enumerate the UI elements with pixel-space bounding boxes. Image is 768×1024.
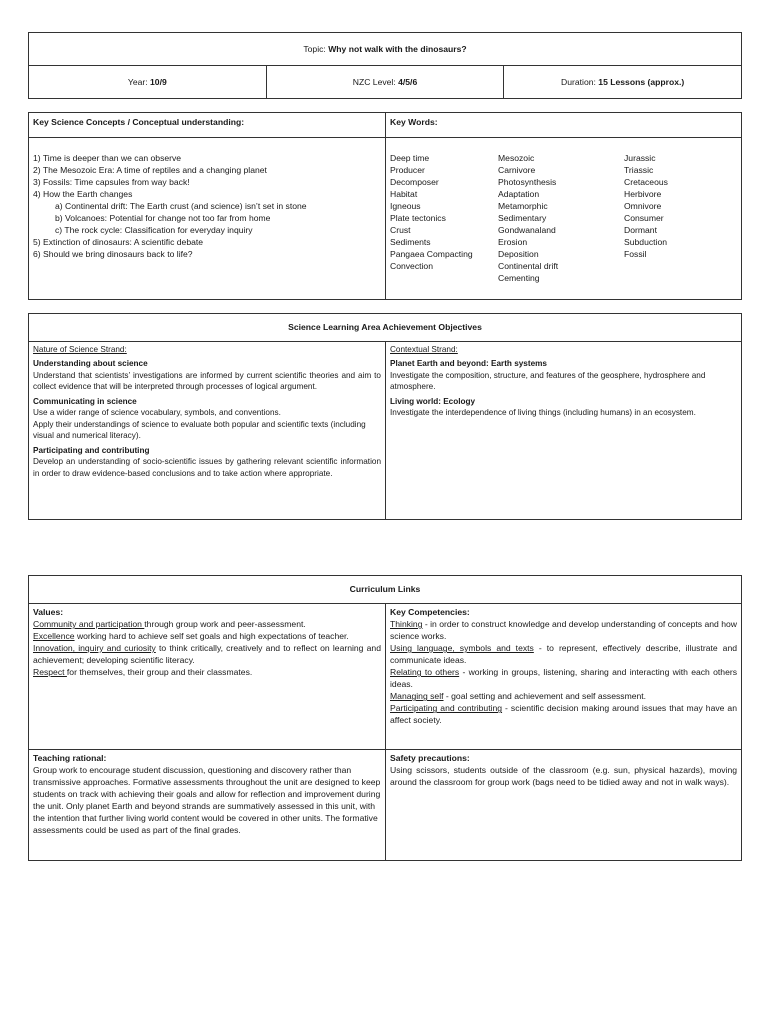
topic-value: Why not walk with the dinosaurs? <box>328 43 467 54</box>
contextual-strand-cell <box>386 342 742 520</box>
value-text: for themselves, their group and their classmates. <box>66 667 253 678</box>
keyword: Gondwanaland <box>498 225 556 236</box>
competencies-cell <box>386 604 742 750</box>
value-item <box>33 666 381 678</box>
keyword: Producer <box>390 165 425 176</box>
nos-text: Apply their understandings of science to evaluate both popular and scientific texts (including visual and numerical literacy). <box>33 419 366 441</box>
competency-item <box>390 642 737 666</box>
safety-title: Safety precautions: <box>390 753 470 763</box>
value-key: Excellence <box>33 631 75 642</box>
keyword: Cretaceous <box>624 177 668 188</box>
competency-item <box>390 690 737 702</box>
concept-subitem: b) Volcanoes: Potential for change not too far from home <box>55 213 271 224</box>
keyword: Deep time <box>390 153 430 163</box>
competency-text: - goal setting and achievement and self assessment. <box>443 691 647 702</box>
safety-cell <box>386 750 742 861</box>
curriculum-table <box>28 575 742 861</box>
nos-subheading: Understanding about science <box>33 359 148 369</box>
competency-text: - scientific decision making around issues that may have an affect society. <box>390 703 737 726</box>
keyword: Sedimentary <box>498 213 547 224</box>
value-item <box>33 618 381 630</box>
competency-text: - working in groups, listening, sharing and interacting with each others ideas. <box>390 667 738 690</box>
keyword: Triassic <box>624 165 654 176</box>
keyword: Consumer <box>624 213 664 224</box>
keyword: Continental drift <box>498 261 559 272</box>
concepts-heading: Key Science Concepts / Conceptual understanding: <box>29 113 386 138</box>
nos-text: Understand that scientists’ investigations are informed by current scientific theories and aim to collect evidence that will be interpreted through processes of logical argument. <box>33 370 381 392</box>
nos-title: Nature of Science Strand: <box>33 345 127 354</box>
competency-key: Thinking <box>390 619 423 630</box>
concepts-cell <box>29 138 386 300</box>
concept-item: 5) Extinction of dinosaurs: A scientific debate <box>33 237 204 248</box>
ctx-text: Investigate the composition, structure, and features of the geosphere, hydrosphere and atmosphere. <box>390 370 706 392</box>
competency-text: - to represent, effectively describe, illustrate and communicate ideas. <box>390 643 738 666</box>
curriculum-heading: Curriculum Links <box>29 576 742 604</box>
keyword: Mesozoic <box>498 153 535 163</box>
concept-item: 6) Should we bring dinosaurs back to life? <box>33 249 193 260</box>
values-cell <box>29 604 386 750</box>
nature-of-science-cell <box>29 342 386 520</box>
nos-subheading: Communicating in science <box>33 396 137 406</box>
objectives-heading: Science Learning Area Achievement Objectives <box>29 314 742 342</box>
duration-value: 15 Lessons (approx.) <box>598 76 685 87</box>
keywords-cell <box>386 138 742 300</box>
value-text: through group work and peer-assessment. <box>144 619 306 630</box>
concepts-sublist <box>55 200 381 236</box>
keyword: Crust <box>390 225 411 236</box>
competency-item <box>390 666 737 690</box>
topic-cell <box>29 33 742 66</box>
concepts-list <box>33 152 381 200</box>
keyword: Carnivore <box>498 165 536 176</box>
keywords-grid <box>390 152 737 284</box>
concept-item: 4) How the Earth changes <box>33 189 133 200</box>
keyword: Decomposer <box>390 177 439 188</box>
value-item <box>33 642 381 666</box>
concept-item: 2) The Mesozoic Era: A time of reptiles and a changing planet <box>33 165 267 176</box>
objectives-table <box>28 313 742 520</box>
topic-table <box>28 32 742 99</box>
keyword: Habitat <box>390 189 418 200</box>
competency-key: Relating to others <box>390 667 460 678</box>
concept-item: 3) Fossils: Time capsules from way back! <box>33 177 190 188</box>
value-key: Respect <box>33 667 67 678</box>
value-item <box>33 630 381 642</box>
year-cell <box>29 66 267 99</box>
keyword: Igneous <box>390 201 421 212</box>
duration-cell <box>504 66 742 99</box>
keyword: Herbivore <box>624 189 662 200</box>
competency-text: - in order to construct knowledge and develop understanding of concepts and how science works. <box>390 619 737 642</box>
keyword: Subduction <box>624 237 668 248</box>
keywords-col-3 <box>624 152 737 284</box>
keyword: Dormant <box>624 225 657 236</box>
keyword: Pangaea Compacting <box>390 249 473 260</box>
keyword: Adaptation <box>498 189 540 200</box>
competencies-title: Key Competencies: <box>390 607 470 617</box>
teaching-rational-cell <box>29 750 386 861</box>
year-value: 10/9 <box>150 76 167 87</box>
ctx-text: Investigate the interdependence of living things (including humans) in an ecosystem. <box>390 408 696 418</box>
keyword: Photosynthesis <box>498 177 557 188</box>
nos-text: Develop an understanding of socio-scientific issues by gathering relevant scientific information in order to draw evidence-based conclusions and to take action where appropriate. <box>33 457 381 478</box>
topic-label: Topic: <box>303 43 329 54</box>
year-label: Year: <box>127 76 151 87</box>
keyword: Deposition <box>498 249 539 260</box>
concepts-table <box>28 112 742 300</box>
keyword: Sediments <box>390 237 431 248</box>
concept-subitem: a) Continental drift: The Earth crust (and science) isn’t set in stone <box>55 201 307 212</box>
nos-text: Use a wider range of science vocabulary, symbols, and conventions. <box>33 408 281 418</box>
keyword: Fossil <box>624 249 647 260</box>
value-text: to think critically, creatively and to reflect on learning and achievement; developing scientific literacy. <box>33 643 381 666</box>
keyword: Erosion <box>498 237 528 248</box>
level-label: NZC Level: <box>352 76 399 87</box>
level-cell <box>266 66 504 99</box>
keyword: Metamorphic <box>498 201 548 212</box>
duration-label: Duration: <box>561 76 599 87</box>
keywords-heading: Key Words: <box>386 113 742 138</box>
value-key: Community and participation <box>33 619 145 630</box>
keywords-col-1 <box>390 152 498 284</box>
concept-item: 1) Time is deeper than we can observe <box>33 153 182 163</box>
competency-item <box>390 702 737 726</box>
nos-subheading: Participating and contributing <box>33 445 150 455</box>
level-value: 4/5/6 <box>398 76 418 87</box>
keyword: Plate tectonics <box>390 213 446 224</box>
competency-key: Participating and contributing <box>390 703 503 714</box>
keyword: Jurassic <box>624 153 656 163</box>
ctx-subheading: Planet Earth and beyond: Earth systems <box>390 359 547 369</box>
keywords-col-2 <box>498 152 624 284</box>
competency-key: Managing self <box>390 691 444 702</box>
ctx-subheading: Living world: Ecology <box>390 396 476 406</box>
concept-subitem: c) The rock cycle: Classification for everyday inquiry <box>55 225 253 236</box>
values-title: Values: <box>33 607 64 617</box>
competency-item <box>390 618 737 642</box>
rational-text: Group work to encourage student discussion, questioning and discovery rather than transmissive approaches. Formative assessments throughout the unit are designed to keep students on track with achieving their goals and allow for reflection and improvement during the unit. Only planet Earth and beyond strands are summatively assessed in this unit, with the intention that further living world content would be covered in other units. The formative assessments could be used as part of the final grades. <box>33 765 381 836</box>
keyword: Convection <box>390 261 433 272</box>
competency-key: Using language, symbols and texts <box>390 643 534 654</box>
keyword: Omnivore <box>624 201 662 212</box>
keyword: Cementing <box>498 273 540 284</box>
concepts-list-continued <box>33 236 381 260</box>
value-text: working hard to achieve self set goals and high expectations of teacher. <box>74 631 349 642</box>
ctx-title: Contextual Strand: <box>390 345 458 354</box>
rational-title: Teaching rational: <box>33 753 107 763</box>
value-key: Innovation, inquiry and curiosity <box>33 643 156 654</box>
safety-text: Using scissors, students outside of the classroom (e.g. sun, physical hazards), moving around the classroom for group work (bags need to be tidied away and not in walk ways). <box>390 765 737 788</box>
